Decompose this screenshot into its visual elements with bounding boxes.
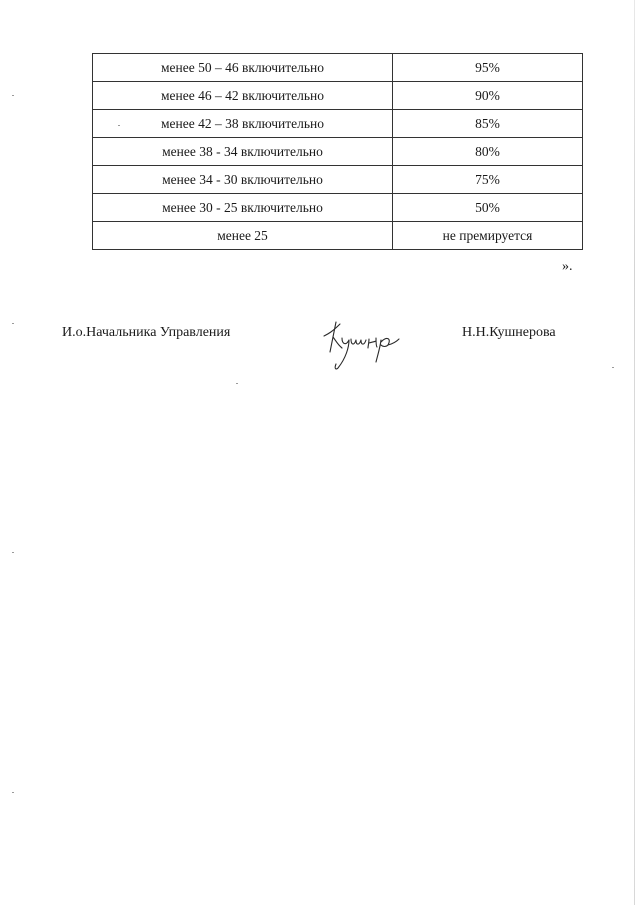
table-row <box>93 222 583 250</box>
table-row <box>93 194 583 222</box>
scan-speck <box>612 367 614 368</box>
bonus-table <box>92 53 583 250</box>
table-row <box>93 82 583 110</box>
bonus-cell: 95% <box>393 54 583 82</box>
scan-speck <box>12 792 14 793</box>
range-cell: менее 34 - 30 включительно <box>93 166 393 194</box>
handwritten-signature <box>316 314 400 372</box>
range-cell: менее 38 - 34 включительно <box>93 138 393 166</box>
closing-quote: ». <box>562 259 573 274</box>
range-cell: менее 50 – 46 включительно <box>93 54 393 82</box>
table-row <box>93 54 583 82</box>
bonus-cell: 75% <box>393 166 583 194</box>
bonus-cell: 90% <box>393 82 583 110</box>
range-cell: менее 25 <box>93 222 393 250</box>
bonus-cell: 50% <box>393 194 583 222</box>
range-cell: менее 46 – 42 включительно <box>93 82 393 110</box>
table-row <box>93 110 583 138</box>
scan-speck <box>12 95 14 96</box>
bonus-cell: 80% <box>393 138 583 166</box>
table-row <box>93 138 583 166</box>
bonus-cell: 85% <box>393 110 583 138</box>
range-cell: менее 42 – 38 включительно <box>93 110 393 138</box>
scan-edge <box>634 0 635 905</box>
scan-speck <box>12 552 14 553</box>
scan-speck <box>236 383 238 384</box>
signatory-role: И.о.Начальника Управления <box>62 325 231 340</box>
signatory-name: Н.Н.Кушнерова <box>462 325 556 340</box>
scan-speck <box>12 323 14 324</box>
table-row <box>93 166 583 194</box>
bonus-cell: не премируется <box>393 222 583 250</box>
range-cell: менее 30 - 25 включительно <box>93 194 393 222</box>
